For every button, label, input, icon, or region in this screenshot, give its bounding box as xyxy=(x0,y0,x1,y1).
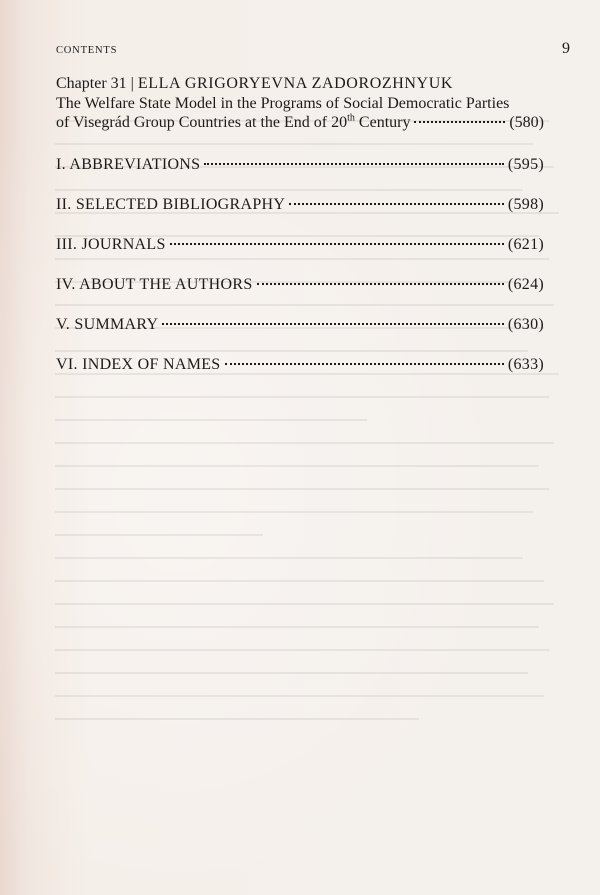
dot-leader xyxy=(414,121,505,123)
chapter-title-text: of Visegrád Group Countries at the End of 20th Century xyxy=(56,112,411,131)
toc-entry-summary[interactable] xyxy=(56,316,544,356)
toc-entry-label: III. JOURNALS xyxy=(56,236,166,253)
chapter-title-line-2 xyxy=(56,113,544,133)
toc-entry-label: VI. INDEX OF NAMES xyxy=(56,356,221,373)
toc-entry-abbreviations[interactable] xyxy=(56,156,544,196)
dot-leader xyxy=(289,203,504,205)
toc-entry-label: IV. ABOUT THE AUTHORS xyxy=(56,276,253,293)
chapter-author: ELLA GRIGORYEVNA ZADOROZHNYUK xyxy=(137,75,454,92)
chapter-page-number: (580) xyxy=(509,114,544,131)
toc-entry-label: II. SELECTED BIBLIOGRAPHY xyxy=(56,196,286,213)
running-head: CONTENTS xyxy=(56,45,118,56)
toc-entry-page: (598) xyxy=(507,196,544,213)
toc-entry-page: (621) xyxy=(507,236,544,253)
toc-entry-label: V. SUMMARY xyxy=(56,316,159,333)
chapter-heading xyxy=(56,74,544,94)
toc-entry-page: (595) xyxy=(507,156,544,173)
toc-chapter-entry[interactable] xyxy=(56,74,544,133)
chapter-label: Chapter 31 | xyxy=(56,75,138,92)
page-number: 9 xyxy=(562,40,570,57)
dot-leader xyxy=(204,163,503,165)
dot-leader xyxy=(257,283,504,285)
toc-entry-about-the-authors[interactable] xyxy=(56,276,544,316)
toc-entry-journals[interactable] xyxy=(56,236,544,276)
dot-leader xyxy=(225,363,504,365)
toc-entry-index-of-names[interactable] xyxy=(56,356,544,396)
dot-leader xyxy=(162,323,504,325)
toc-entry-page: (630) xyxy=(507,316,544,333)
toc-entry-selected-bibliography[interactable] xyxy=(56,196,544,236)
dot-leader xyxy=(170,243,504,245)
toc-entry-page: (633) xyxy=(507,356,544,373)
toc-entry-label: I. ABBREVIATIONS xyxy=(56,156,201,173)
toc-entry-page: (624) xyxy=(507,276,544,293)
table-of-contents xyxy=(56,156,544,396)
chapter-title-line-1: The Welfare State Model in the Programs of Social Democratic Parties xyxy=(56,94,510,112)
